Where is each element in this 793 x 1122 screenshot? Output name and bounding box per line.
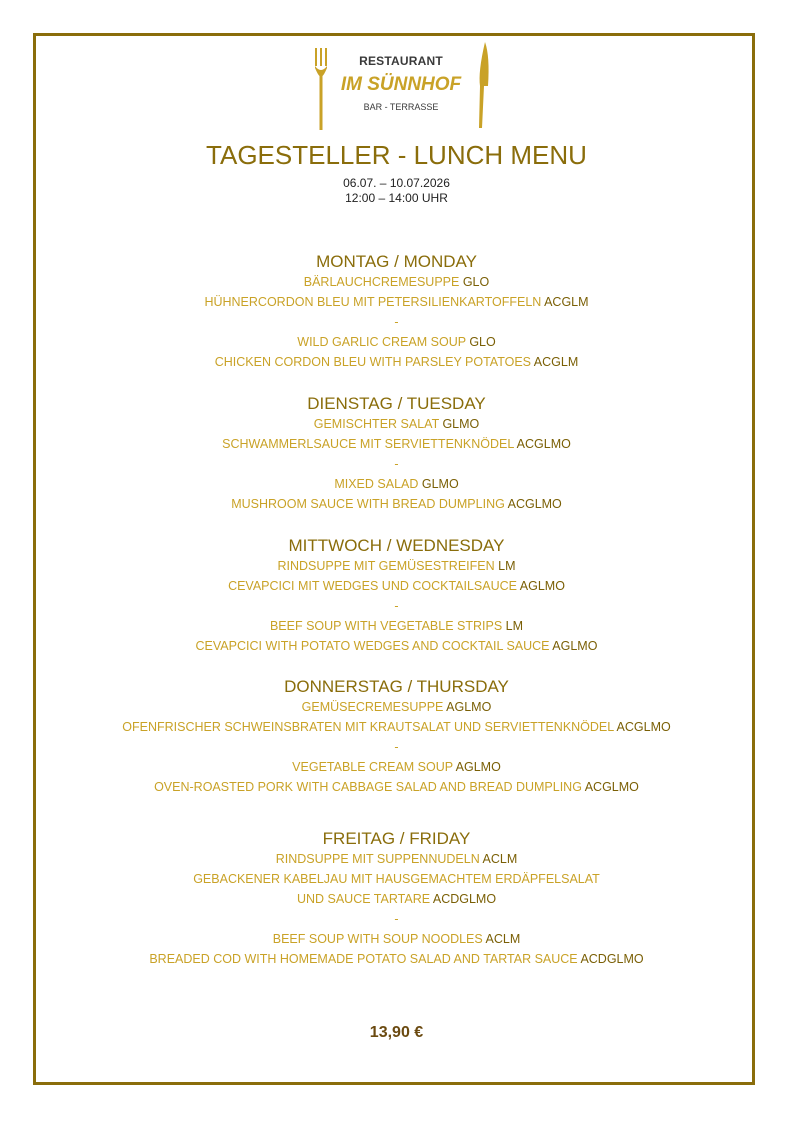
restaurant-logo bbox=[310, 40, 492, 128]
allergen-codes: ACGLM bbox=[533, 355, 579, 369]
menu-line: BREADED COD WITH HOMEMADE POTATO SALAD AND TARTAR SAUCE ACDGLMO bbox=[149, 952, 644, 966]
date-range: 06.07. – 10.07.2026 bbox=[343, 176, 450, 190]
day-heading: DIENSTAG / TUESDAY bbox=[307, 394, 486, 413]
allergen-codes: ACDGLMO bbox=[432, 892, 497, 906]
day-section-wednesday bbox=[0, 536, 793, 656]
allergen-codes: AGLMO bbox=[446, 700, 492, 714]
menu-separator: - bbox=[394, 599, 399, 613]
day-heading: MONTAG / MONDAY bbox=[316, 252, 477, 271]
menu-separator: - bbox=[394, 740, 399, 754]
menu-line: RINDSUPPE MIT SUPPENNUDELN ACLM bbox=[275, 852, 518, 866]
menu-line: GEMÜSECREMESUPPE AGLMO bbox=[301, 700, 492, 714]
menu-line: CEVAPCICI MIT WEDGES UND COCKTAILSAUCE AGLMO bbox=[228, 579, 565, 593]
allergen-codes: ACLM bbox=[485, 932, 521, 946]
menu-line: CHICKEN CORDON BLEU WITH PARSLEY POTATOES ACGLM bbox=[214, 355, 579, 369]
menu-line: BÄRLAUCHCREMESUPPE GLO bbox=[303, 275, 490, 289]
menu-line: GEMISCHTER SALAT GLMO bbox=[313, 417, 480, 431]
allergen-codes: ACGLMO bbox=[584, 780, 639, 794]
menu-price: 13,90 € bbox=[369, 1024, 424, 1041]
logo-name-text: IM SÜNNHOF bbox=[340, 74, 462, 95]
allergen-codes: ACGLMO bbox=[616, 720, 671, 734]
day-heading: FREITAG / FRIDAY bbox=[322, 829, 471, 848]
allergen-codes: ACGLM bbox=[544, 295, 589, 309]
allergen-codes: ACDGLMO bbox=[580, 952, 644, 966]
allergen-codes: GLMO bbox=[442, 417, 480, 431]
menu-dates bbox=[0, 176, 793, 206]
menu-separator: - bbox=[394, 315, 399, 329]
day-section-friday bbox=[0, 829, 793, 969]
menu-line: BEEF SOUP WITH VEGETABLE STRIPS LM bbox=[269, 619, 524, 633]
day-section-tuesday bbox=[0, 394, 793, 514]
allergen-codes: GLO bbox=[462, 275, 490, 289]
allergen-codes: GLMO bbox=[421, 477, 459, 491]
menu-line: OFENFRISCHER SCHWEINSBRATEN MIT KRAUTSALAT UND SERVIETTENKNÖDEL ACGLMO bbox=[122, 720, 671, 734]
allergen-codes: LM bbox=[498, 559, 516, 573]
allergen-codes: GLO bbox=[469, 335, 496, 349]
allergen-codes: ACLM bbox=[482, 852, 518, 866]
logo-tagline-text: BAR - TERRASSE bbox=[363, 102, 439, 112]
allergen-codes: ACGLMO bbox=[516, 437, 571, 451]
allergen-codes: AGLMO bbox=[552, 639, 598, 653]
menu-line: WILD GARLIC CREAM SOUP GLO bbox=[297, 335, 496, 349]
menu-line: CEVAPCICI WITH POTATO WEDGES AND COCKTAIL SAUCE AGLMO bbox=[195, 639, 598, 653]
serving-time: 12:00 – 14:00 UHR bbox=[345, 191, 448, 205]
day-section-monday bbox=[0, 252, 793, 372]
menu-title: TAGESTELLER - LUNCH MENU bbox=[206, 140, 587, 170]
menu-line: HÜHNERCORDON BLEU MIT PETERSILIENKARTOFFELN ACGLM bbox=[204, 295, 589, 309]
allergen-codes: AGLMO bbox=[519, 579, 565, 593]
menu-line: MIXED SALAD GLMO bbox=[334, 477, 459, 491]
menu-line: RINDSUPPE MIT GEMÜSESTREIFEN LM bbox=[277, 559, 516, 573]
menu-line: BEEF SOUP WITH SOUP NOODLES ACLM bbox=[272, 932, 521, 946]
menu-separator: - bbox=[394, 912, 399, 926]
menu-line: VEGETABLE CREAM SOUP AGLMO bbox=[292, 760, 501, 774]
day-heading: DONNERSTAG / THURSDAY bbox=[284, 677, 509, 696]
menu-line: OVEN-ROASTED PORK WITH CABBAGE SALAD AND BREAD DUMPLING ACGLMO bbox=[154, 780, 639, 794]
menu-line: SCHWAMMERLSAUCE MIT SERVIETTENKNÖDEL ACGLMO bbox=[222, 437, 571, 451]
menu-line: MUSHROOM SAUCE WITH BREAD DUMPLING ACGLMO bbox=[231, 497, 562, 511]
menu-separator: - bbox=[394, 457, 399, 471]
menu-line: GEBACKENER KABELJAU MIT HAUSGEMACHTEM ERDÄPFELSALAT bbox=[193, 872, 600, 886]
allergen-codes: ACGLMO bbox=[507, 497, 562, 511]
logo-restaurant-text: RESTAURANT bbox=[359, 54, 443, 68]
day-heading: MITTWOCH / WEDNESDAY bbox=[288, 536, 505, 555]
menu-line: UND SAUCE TARTARE ACDGLMO bbox=[296, 892, 497, 906]
day-section-thursday bbox=[0, 677, 793, 797]
allergen-codes: LM bbox=[505, 619, 524, 633]
allergen-codes: AGLMO bbox=[455, 760, 501, 774]
